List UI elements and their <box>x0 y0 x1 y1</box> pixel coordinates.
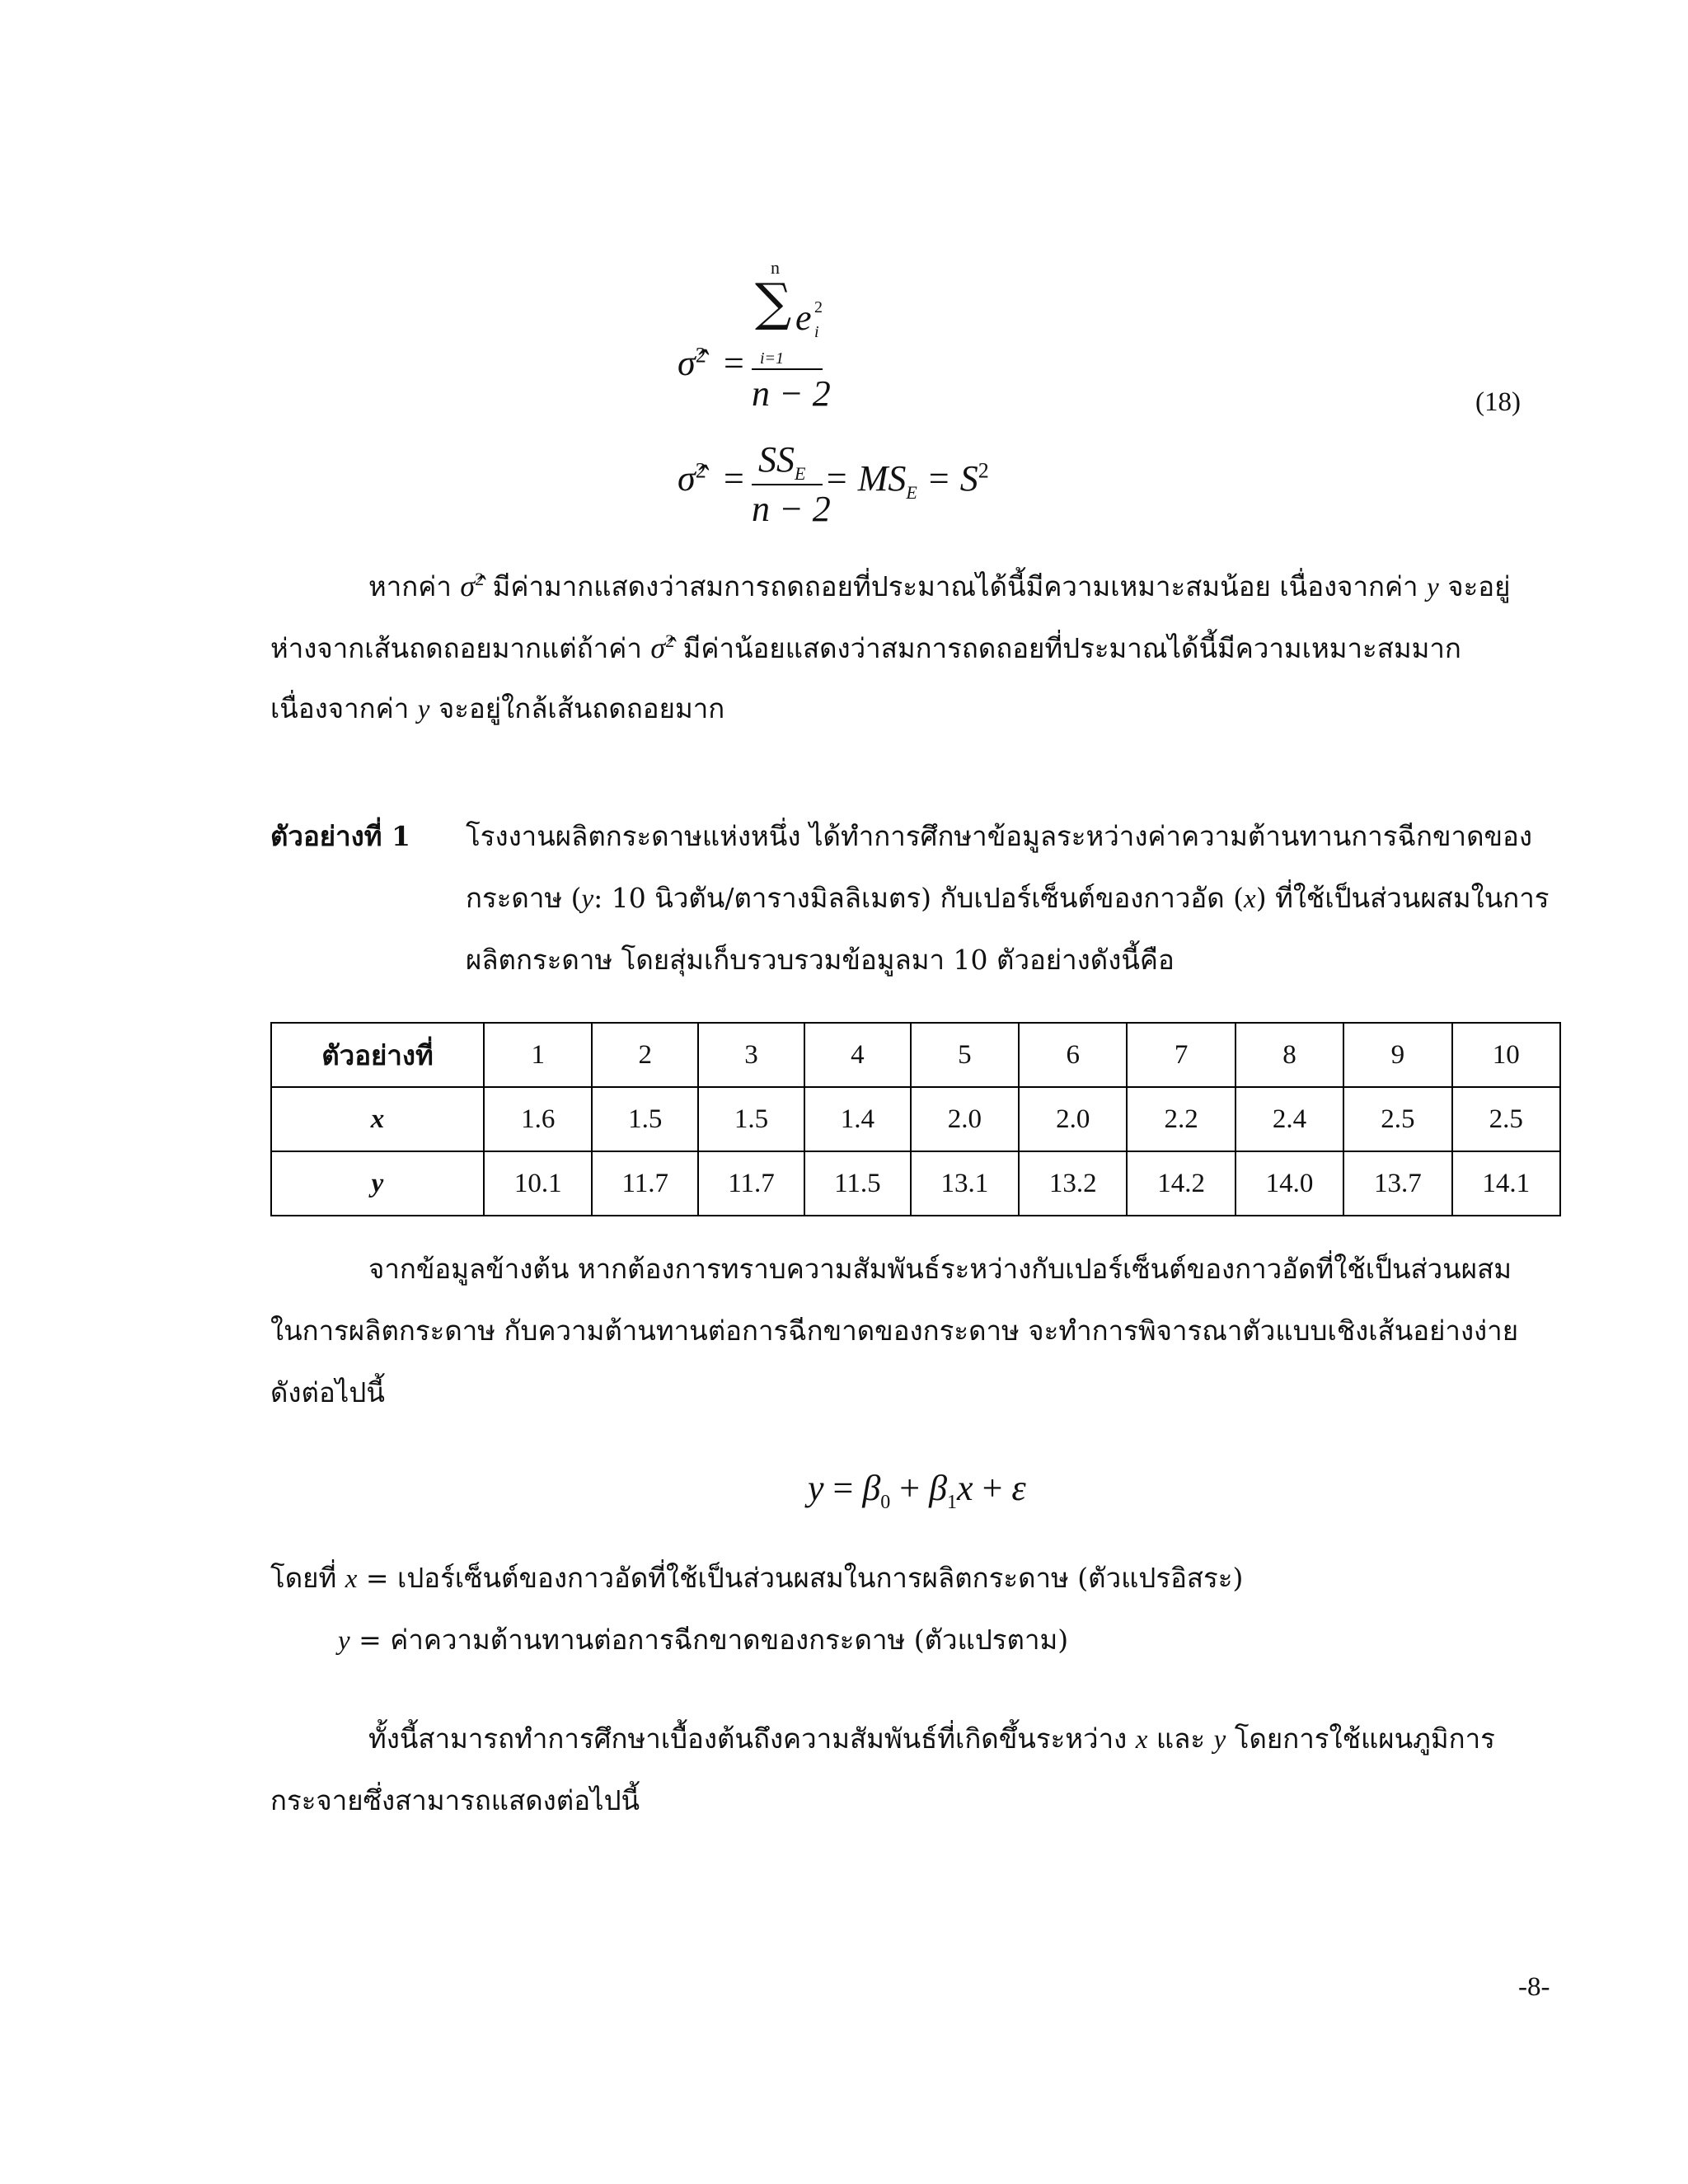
sum-lower: i=1 <box>760 349 785 368</box>
example-line2: กระดาษ (y: 10 นิวตัน/ตารางมิลลิเมตร) กับเปอร์เซ็นต์ของกาวอัด (x) ที่ใช้เป็นส่วนผสมในการ <box>466 882 1550 914</box>
table-cell: 14.1 <box>1452 1151 1560 1216</box>
sum-upper: n <box>771 257 780 278</box>
table-cell: 13.1 <box>911 1151 1019 1216</box>
ms-e: = $MS_E$ <box>824 458 917 503</box>
fraction-bar-2 <box>752 484 823 485</box>
table-cell: 13.7 <box>1343 1151 1451 1216</box>
table-cell: 2.5 <box>1452 1087 1560 1151</box>
equals-2: = <box>724 458 744 499</box>
sigma-hat-1: σ̂$^2$ <box>678 343 706 383</box>
denominator-2: n − 2 <box>752 489 831 529</box>
para2-line1: จากข้อมูลข้างต้น หากต้องการทราบความสัมพันธ์ระหว่างกับเปอร์เซ็นต์ของกาวอัดที่ใช้เป็นส่วนผสม <box>368 1253 1512 1285</box>
table-cell: 1.6 <box>484 1087 592 1151</box>
para3-line1: ทั้งนี้สามารถทำการศึกษาเบื้องต้นถึงความสัมพันธ์ที่เกิดขึ้นระหว่าง x และ y โดยการใช้แผนภูมิการ <box>368 1722 1495 1755</box>
table-cell: 2 <box>592 1023 698 1087</box>
table-cell: 11.7 <box>592 1151 698 1216</box>
table-cell: 1.4 <box>804 1087 911 1151</box>
para1-line2: ห่างจากเส้นถดถอยมากแต่ถ้าค่า σ̂$^2$ มีค่าน้อยแสดงว่าสมการถดถอยที่ประมาณได้นี้มีความเหมาะสมมาก <box>270 630 1461 664</box>
para3-line2: กระจายซึ่งสามารถแสดงต่อไปนี้ <box>270 1784 640 1816</box>
table-cell: 10 <box>1452 1023 1560 1087</box>
table-cell: 1.5 <box>698 1087 804 1151</box>
table-cell: 10.1 <box>484 1151 592 1216</box>
sigma-hat-2: σ̂$^2$ <box>678 458 706 499</box>
table-cell: 2.0 <box>1019 1087 1127 1151</box>
table-cell: 7 <box>1127 1023 1235 1087</box>
table-cell: 2.2 <box>1127 1087 1235 1151</box>
table-cell: 6 <box>1019 1023 1127 1087</box>
equals-1: = <box>724 343 744 383</box>
summand: e <box>795 298 812 338</box>
example-line1: โรงงานผลิตกระดาษแห่งหนึ่ง ได้ทำการศึกษาข้อมูลระหว่างค่าความต้านทานการฉีกขาดของ <box>466 820 1532 852</box>
para1-line1: หากค่า σ̂$^2$ มีค่ามากแสดงว่าสมการถดถอยที่ประมาณได้นี้มีความเหมาะสมน้อย เนื่องจากค่า y จะอยู่ <box>368 569 1511 602</box>
example-label: ตัวอย่างที่ 1 <box>270 820 410 852</box>
table-cell: 3 <box>698 1023 804 1087</box>
data-table <box>270 1022 1561 1216</box>
para1-line3: เนื่องจากค่า y จะอยู่ใกล้เส้นถดถอยมาก <box>270 692 725 724</box>
equation-number: (18) <box>1475 387 1521 417</box>
page-number: -8- <box>1518 1972 1550 2002</box>
table-cell: 9 <box>1343 1023 1451 1087</box>
table-row-samples <box>271 1023 1560 1087</box>
table-cell: 5 <box>911 1023 1019 1087</box>
s-squared: = $S^2$ <box>926 458 989 499</box>
numerator-2: $SS_E$ <box>758 439 806 484</box>
para2-line3: ดังต่อไปนี้ <box>270 1376 385 1408</box>
summand-sub: i <box>814 323 819 341</box>
definition-x: โดยที่ x = เปอร์เซ็นต์ของกาวอัดที่ใช้เป็นส่วนผสมในการผลิตกระดาษ (ตัวแปรอิสระ) <box>270 1562 1244 1594</box>
table-cell: 11.7 <box>698 1151 804 1216</box>
table-cell: 13.2 <box>1019 1151 1127 1216</box>
table-row-x <box>271 1087 1560 1151</box>
sum-sign: ∑ <box>755 272 792 332</box>
para2-line2: ในการผลิตกระดาษ กับความต้านทานต่อการฉีกขาดของกระดาษ จะทำการพิจารณาตัวแบบเชิงเส้นอย่างง่าย <box>270 1315 1519 1347</box>
table-cell: 1.5 <box>592 1087 698 1151</box>
table-row-y <box>271 1151 1560 1216</box>
header-cell-x: x <box>271 1087 484 1151</box>
definition-y: y = ค่าความต้านทานต่อการฉีกขาดของกระดาษ (ตัวแปรตาม) <box>338 1624 1069 1656</box>
summand-sup: 2 <box>814 298 823 316</box>
table-cell: 2.4 <box>1236 1087 1343 1151</box>
table-cell: 11.5 <box>804 1151 911 1216</box>
header-cell-y: y <box>271 1151 484 1216</box>
regression-model: $y = \beta_0 + \beta_1x + \varepsilon$ <box>808 1468 1026 1513</box>
table-cell: 4 <box>804 1023 911 1087</box>
table-cell: 14.0 <box>1236 1151 1343 1216</box>
header-cell-sample: ตัวอย่างที่ <box>271 1023 484 1087</box>
table-cell: 8 <box>1236 1023 1343 1087</box>
example-line3: ผลิตกระดาษ โดยสุ่มเก็บรวบรวมข้อมูลมา 10 ตัวอย่างดังนี้คือ <box>466 944 1175 976</box>
denominator-1: n − 2 <box>752 373 831 414</box>
table-cell: 2.0 <box>911 1087 1019 1151</box>
table-cell: 1 <box>484 1023 592 1087</box>
table-cell: 14.2 <box>1127 1151 1235 1216</box>
fraction-bar-1 <box>752 368 823 370</box>
table-cell: 2.5 <box>1343 1087 1451 1151</box>
